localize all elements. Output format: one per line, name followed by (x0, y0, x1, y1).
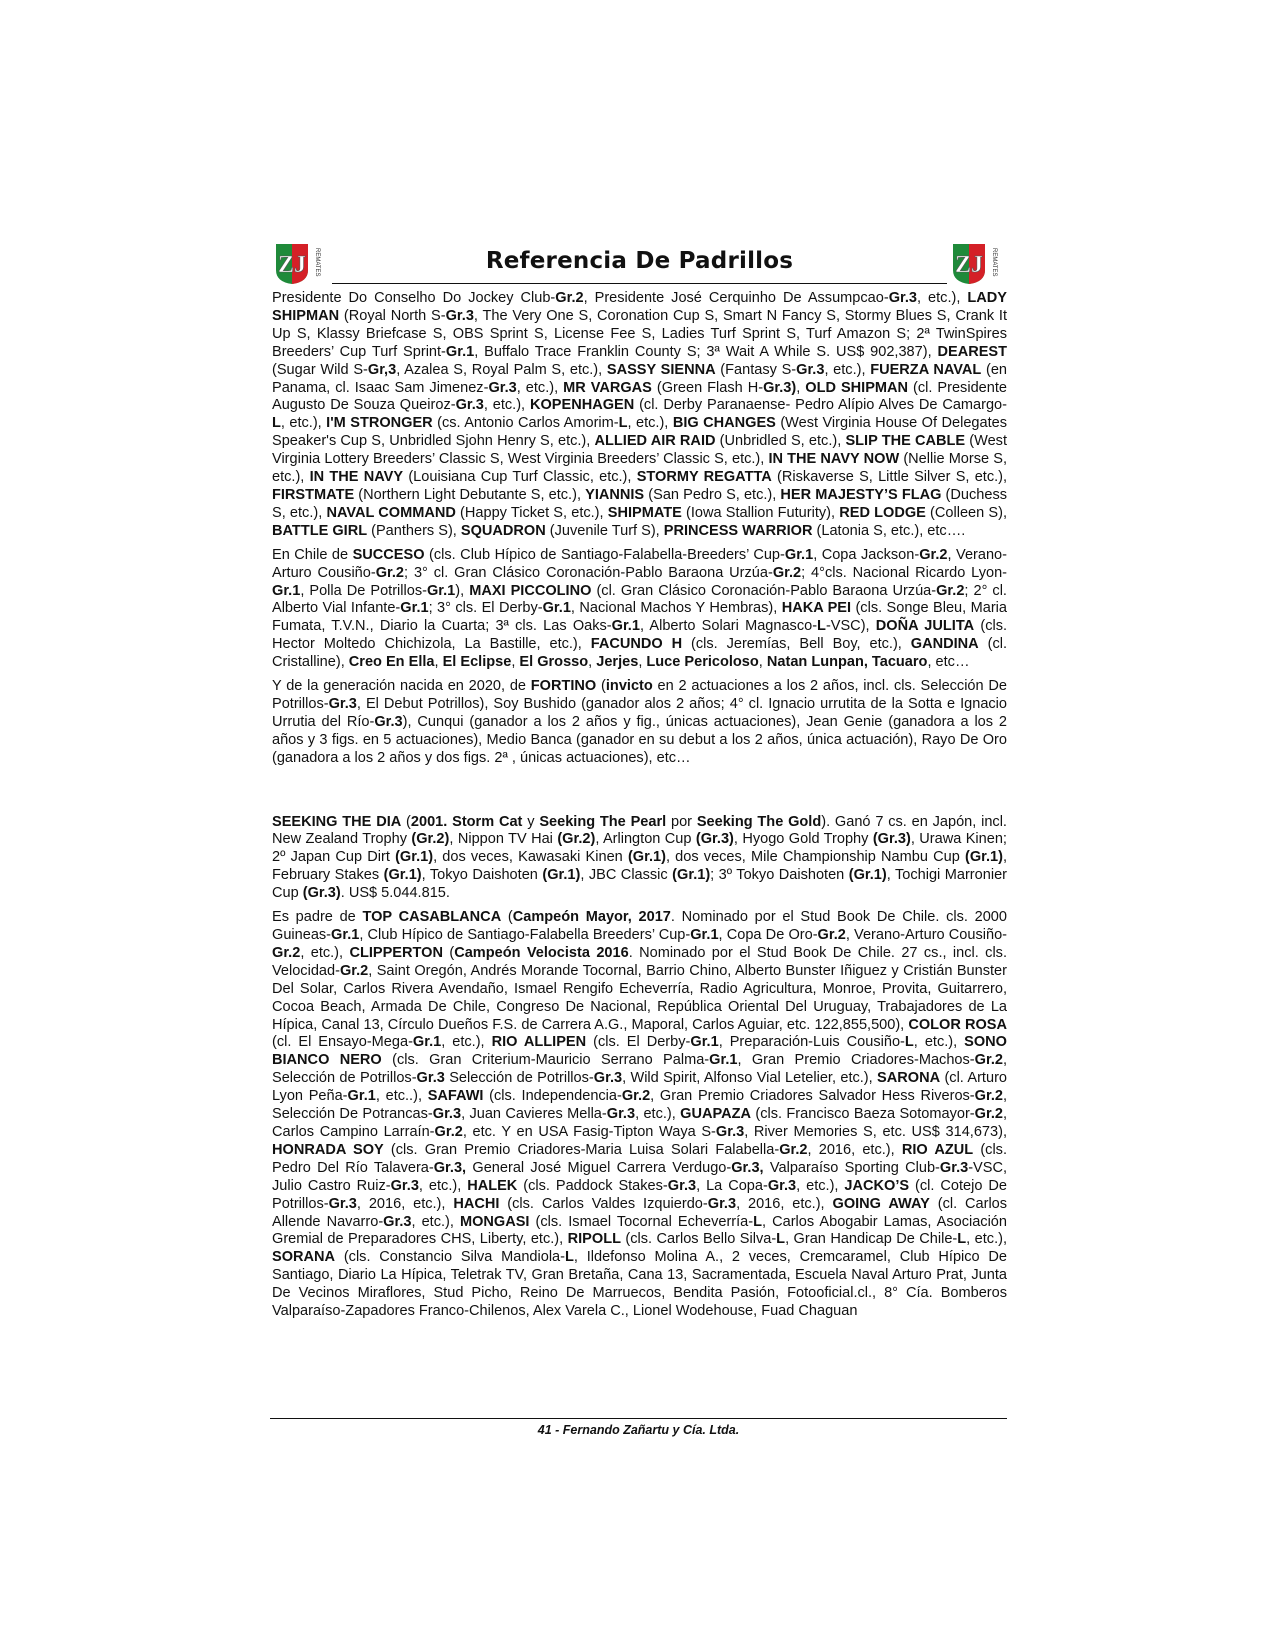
text-run: , Hyogo Gold Trophy (733, 831, 873, 848)
paragraph (272, 547, 1007, 672)
title-underline (332, 283, 947, 284)
text-run: (Duchess S, etc.), (272, 486, 1007, 521)
text-run: , etc.), (441, 1034, 492, 1051)
text-run: , Juan Cavieres Mella- (461, 1106, 607, 1123)
bold-run: Gr.2 (375, 564, 405, 581)
text-run: . Nominado por el Stud Book De Chile. cls. 2000 Guineas- (272, 909, 1007, 943)
text-run: , Alberto Solari Magnasco- (639, 618, 818, 635)
bold-run: SASSY SIENNA (606, 361, 716, 378)
text-run: , etc. Y en USA Fasig-Tipton Waya S- (462, 1123, 716, 1140)
text-run: En Chile de (272, 546, 353, 563)
bold-run: PRINCESS WARRIOR (663, 522, 813, 539)
bold-run: IN THE NAVY (309, 469, 404, 486)
bold-run: FUERZA NAVAL (870, 361, 982, 378)
bold-run: FACUNDO H (590, 636, 683, 653)
text-run: ; 3º Tokyo Daishoten (710, 867, 849, 884)
text-run: Valparaíso Sporting Club- (763, 1159, 940, 1176)
bold-run: ALLIED AIR RAID (594, 433, 716, 450)
bold-run: (Gr.1) (383, 867, 422, 884)
bold-run: (Gr.1) (964, 849, 1003, 866)
text-run: (cls. Francisco Baeza Sotomayor- (751, 1106, 975, 1123)
bold-run: Gr.1 (412, 1034, 442, 1051)
bold-run: Gr.2 (974, 1088, 1003, 1105)
text-run: , Preparación-Luis Cousiño- (718, 1034, 905, 1051)
text-run: , Tokyo Daishoten (421, 867, 543, 884)
bold-run: Gr.3 (374, 713, 403, 730)
bold-run: Gr.3 (416, 1070, 445, 1087)
text-run: , Selección De Potrancas- (272, 1088, 1008, 1123)
text-run: , El Debut Potrillos), Soy Bushido (ganador alos 2 años; 4° cl. Ignacio urrutita de la Sotta e Ignacio Urrutia del Río- (272, 695, 1007, 730)
bold-run: Gr.1 (542, 600, 571, 617)
page-title: Referencia De Padrillos (485, 248, 794, 274)
text-run: , Gran Premio Criadores-Machos- (737, 1052, 975, 1069)
text-run: , Urawa Kinen; 2º Japan Cup Dirt (272, 831, 1007, 866)
text-run: , etc.), (913, 1034, 965, 1051)
document-page (272, 240, 1007, 1327)
text-run: (Juvenile Turf S), (545, 522, 664, 539)
text-run: ; 3° cls. El Derby- (428, 600, 543, 617)
bold-run: COLOR ROSA (908, 1016, 1007, 1033)
text-run: , JBC Classic (580, 867, 673, 884)
bold-run: YIANNIS (585, 486, 645, 503)
bold-run: TOP CASABLANCA (362, 909, 502, 926)
bold-run: (Gr.3) (302, 885, 341, 902)
text-run: (West Virginia House Of Delegates Speaker's Cup S, Unbridled Sjohn Henry S, etc.), (272, 415, 1007, 450)
bold-run: Gr.3 (606, 1106, 636, 1123)
bold-run: IN THE NAVY NOW (768, 451, 900, 468)
text-run: , Azalea S, Royal Palm S, etc.), (396, 361, 607, 378)
bold-run: L (272, 415, 281, 432)
bold-run: HONRADA SOY (272, 1141, 384, 1158)
bold-run: L (776, 1231, 786, 1248)
bold-run: KOPENHAGEN (529, 397, 635, 414)
text-run: , The Very One S, Coronation Cup S, Smart N Fancy S, Stormy Blues S, Crank It Up S, Klassy Briefcase S, OBS Sprint S, License Fee S, Ladies Turf Sprint S, Turf Amazon S; 2ª TwinSpires Breeders’ Cup Turf Sprint- (272, 307, 1008, 360)
bold-run: SONO BIANCO NERO (272, 1034, 1007, 1069)
text-run: , February Stakes (272, 849, 1008, 884)
text-run: , Nippon TV Hai (449, 831, 558, 848)
text-run: (Unbridled S, etc.), (715, 433, 846, 450)
text-run: , etc.), (418, 1177, 468, 1194)
bold-run: SLIP THE CABLE (845, 433, 966, 450)
bold-run: NAVAL COMMAND (326, 504, 456, 521)
text-run: , Verano-Arturo Cousiño- (845, 927, 1007, 943)
text-run: , Gran Premio Criadores Salvador Hess Riveros- (650, 1088, 975, 1105)
bold-run: 2001. Storm Cat (410, 813, 523, 830)
bold-run: Gr.3 (888, 290, 917, 306)
text-run: -VSC), (825, 618, 876, 635)
bold-run: Gr.2 (339, 962, 369, 979)
logo-letters: ZJ (954, 252, 984, 278)
text-run: ( (596, 678, 606, 695)
text-run: (cs. Antonio Carlos Amorim- (432, 415, 619, 432)
bold-run: MAXI PICCOLINO (469, 582, 592, 599)
text-run: (cls. Club Hípico de Santiago-Falabella-Breeders’ Cup- (424, 546, 785, 563)
text-run: por (666, 813, 697, 830)
paragraph (272, 290, 1007, 541)
text-run: , Carlos Campino Larraín- (272, 1106, 1007, 1140)
bold-run: Gr.3 (328, 1195, 357, 1212)
bold-run: L (904, 1034, 914, 1051)
text-run: , 2016, etc.), (807, 1141, 902, 1158)
bold-run: Gr.3, (433, 1159, 467, 1176)
bold-run: GANDINA (910, 636, 979, 653)
bold-run: Gr.1 (426, 582, 456, 599)
bold-run: Gr.3 (796, 361, 825, 378)
text-run: , Selección de Potrillos- (272, 1052, 1007, 1087)
bold-run: I'M STRONGER (326, 415, 433, 432)
text-run: ; 3° cl. Gran Clásico Coronación-Pablo Baraona Urzúa- (404, 564, 773, 581)
text-run: (cl. Arturo Lyon Peña- (272, 1070, 1007, 1105)
bold-run: Gr.3 (707, 1195, 737, 1212)
bold-run: SUCCESO (352, 546, 425, 563)
bold-run: OLD SHIPMAN (805, 379, 909, 396)
text-run: (Royal North S- (339, 307, 446, 324)
bold-run: Gr.1 (272, 582, 301, 599)
bold-run: Gr.3 (488, 379, 517, 396)
text-run: (cls. Jeremías, Bell Boy, etc.), (682, 636, 911, 653)
text-run: , etc.), (483, 397, 530, 414)
text-run: ( (401, 813, 411, 830)
bold-run: RIPOLL (567, 1231, 621, 1248)
bold-run: Gr.2 (974, 1052, 1003, 1069)
text-run: (Green Flash H- (651, 379, 764, 396)
bold-run: BATTLE GIRL (272, 522, 368, 539)
text-run: (Colleen S), (925, 504, 1007, 521)
text-run: , etc.), (516, 379, 564, 396)
bold-run: FORTINO (530, 678, 597, 695)
bold-run: El Grosso (519, 654, 589, 671)
bold-run: SAFAWI (427, 1088, 484, 1105)
bold-run: L (957, 1231, 967, 1248)
bold-run: Gr.3 (328, 695, 357, 712)
bold-run: Gr.2 (919, 546, 948, 563)
page-content (272, 290, 1007, 1321)
bold-run: El Eclipse (442, 654, 512, 671)
bold-run: Creo En Ella (348, 654, 435, 671)
page-footer: 41 - Fernando Zañartu y Cía. Ltda. (537, 1423, 740, 1437)
text-run: (cl. Derby Paranaense- Pedro Alípio Alves De Camargo- (634, 397, 1007, 414)
bold-run: Campeón Velocista 2016 (454, 944, 629, 961)
text-run: (Latonia S, etc.), etc…. (812, 522, 966, 539)
paragraph (272, 909, 1007, 1321)
text-run: -VSC, Julio Castro Ruiz- (272, 1159, 1007, 1194)
bold-run: (Gr.3) (695, 831, 734, 848)
text-run: (cls. Songe Bleu, Maria Fumata, T.V.N., Diario la Cuarta; 3ª cls. Las Oaks- (272, 600, 1007, 635)
text-run: Selección de Potrillos- (444, 1070, 594, 1087)
bold-run: (Gr.1) (672, 867, 711, 884)
bold-run: Gr.2 (817, 927, 846, 943)
text-run: , etc.), (966, 1231, 1007, 1248)
text-run: Es padre de (272, 909, 363, 926)
text-run: (cls. Carlos Bello Silva- (620, 1231, 777, 1248)
text-run: (cls. El Derby- (586, 1034, 691, 1051)
bold-run: SQUADRON (460, 522, 546, 539)
text-run: (Iowa Stallion Futurity), (681, 504, 840, 521)
text-run: (cls. Hector Moltedo Chichizola, La Bastille, etc.), (272, 618, 1008, 653)
text-run: (cls. Constancio Silva Mandiola- (335, 1249, 565, 1266)
text-run: . Nominado por el Stud Book De Chile. 27 cs., incl. cls. Velocidad- (272, 944, 1007, 979)
text-run: (cl. Gran Clásico Coronación-Pablo Baraona Urzúa- (591, 582, 937, 599)
bold-run: L (565, 1249, 574, 1266)
text-run: , Carlos Abogabir Lamas, Asociación Gremial de Preparadores CHS, Liberty, etc.), (272, 1213, 1007, 1248)
bold-run: L (753, 1213, 763, 1230)
bold-run: RIO ALLIPEN (491, 1034, 587, 1051)
text-run: , Saint Oregón, Andrés Morande Tocornal, Barrio Chino, Alberto Bunster Iñiguez y Cristián Bunster Del Solar, Carlos Rivera Avendaño, Ismael Rengifo Echeverría, Radio Agricultura, Monroe, Provita, Guitarrero, Cocoa Beach, Armada De Chile, Congreso De Nacional, República Oriental Del Uruguay, Trabajadores de La Hípica, Canal 13, Círculo Dueños F.S. de Carrera A.G., Maporal, Carlos Aguiar, etc. 122,855,500), (272, 962, 1007, 1033)
footer-rule (270, 1418, 1007, 1419)
text-run: , Copa Jackson- (813, 546, 920, 563)
bold-run: HACHI (453, 1195, 500, 1212)
bold-run: Gr.2 (434, 1123, 463, 1140)
text-run: ), (455, 582, 470, 599)
bold-run: (Gr.1) (542, 867, 581, 884)
bold-run: SHIPMATE (607, 504, 682, 521)
text-run: , (638, 654, 647, 671)
text-run: , etc.), (411, 1213, 460, 1230)
text-run: , etc.), (635, 1106, 681, 1123)
text-run: (Northern Light Debutante S, etc.), (354, 486, 586, 503)
bold-run: Gr.3 (383, 1213, 412, 1230)
bold-run: JACKO’S (844, 1177, 910, 1194)
text-run: . US$ 5.044.815. (340, 885, 450, 902)
text-run: , Presidente José Cerquinho De Assumpcao- (583, 290, 889, 306)
bold-run: STORMY REGATTA (636, 469, 772, 486)
text-run: , Wild Spirit, Alfonso Vial Letelier, etc.), (622, 1070, 878, 1087)
text-run: (Sugar Wild S- (272, 361, 368, 378)
text-run: (cls. Pedro Del Río Talavera- (272, 1141, 1007, 1176)
paragraph (272, 814, 1007, 904)
text-run: (cls. Ismael Tocornal Echeverría- (529, 1213, 754, 1230)
bold-run: HER MAJESTY’S FLAG (780, 486, 942, 503)
text-run: (Happy Ticket S, etc.), (455, 504, 608, 521)
text-run: (Nellie Morse S, etc.), (272, 451, 1007, 486)
bold-run: RIO AZUL (901, 1141, 974, 1158)
bold-run: Gr.2 (621, 1088, 651, 1105)
text-run: , Buffalo Trace Franklin County S; 3ª Wait A While S. US$ 902,387), (474, 343, 938, 360)
text-run: (cl. Presidente Augusto De Souza Queiroz- (272, 379, 1007, 414)
bold-run: RED LODGE (839, 504, 926, 521)
logo-vertical-text: REMATES (314, 248, 320, 277)
text-run: , (758, 654, 767, 671)
text-run: ; 4°cls. Nacional Ricardo Lyon- (801, 564, 1008, 581)
text-run: Y de la generación nacida en 2020, de (272, 678, 531, 695)
bold-run: SORANA (272, 1249, 336, 1266)
bold-run: HALEK (467, 1177, 518, 1194)
text-run: (cl. Cristalline), (272, 636, 1007, 671)
text-run: (en Panama, cl. Isaac Sam Jimenez- (272, 361, 1008, 396)
text-run: , Ildefonso Molina A., 2 veces, Cremcaramel, Club Hípico De Santiago, Diario La Hípica, Teletrak TV, Gran Bretaña, Cana 13, Sacramentada, Escuela Naval Arturo Prat, Junta De Vecinos Miraflores, Stud Picho, Reino De Marruecos, Bendita Pasión, Fotooficial.cl., 8° Cía. Bomberos Valparaíso-Zapadores Franco-Chilenos, Alex Varela C., Lionel Wodehouse, Fuad Chaguan (272, 1249, 1007, 1320)
bold-run: (Gr.1) (395, 849, 434, 866)
text-run: , (796, 379, 806, 396)
text-run: , etc.), (824, 361, 871, 378)
text-run: , (511, 654, 520, 671)
text-run: , Club Hípico de Santiago-Falabella Breeders’ Cup- (359, 927, 691, 943)
text-run: (cls. Independencia- (483, 1088, 622, 1105)
text-run: (Riskaverse S, Little Silver S, etc.), (771, 469, 1008, 486)
logo-vertical-text: REMATES (991, 248, 997, 277)
text-run: (Panthers S), (367, 522, 461, 539)
bold-run: Gr.3) (763, 379, 797, 396)
text-run: y (522, 813, 540, 830)
bold-run: LADY SHIPMAN (272, 290, 1007, 324)
text-run: , etc..), (375, 1088, 428, 1105)
text-run: , 2016, etc.), (356, 1195, 454, 1212)
bold-run: L (618, 415, 628, 432)
bold-run: Seeking The Pearl (539, 813, 667, 830)
bold-run: Gr.3 (390, 1177, 419, 1194)
bold-run: HAKA PEI (781, 600, 852, 617)
text-run: , etc.), (917, 290, 968, 306)
bold-run: (Gr.2) (411, 831, 450, 848)
bold-run: Gr.3 (667, 1177, 697, 1194)
bold-run: Gr.1 (331, 927, 360, 943)
bold-run: Gr.3, (731, 1159, 764, 1176)
text-run: (cls. Gran Criterium-Mauricio Serrano Palma- (381, 1052, 710, 1069)
bold-run: FIRSTMATE (272, 486, 355, 503)
text-run: (cls. Carlos Valdes Izquierdo- (499, 1195, 708, 1212)
bold-run: Campeón Mayor, 2017 (512, 909, 671, 926)
bold-run: (Gr.2) (557, 831, 596, 848)
text-run: , (588, 654, 597, 671)
text-run: (cls. Gran Premio Criadores-Maria Luisa Solari Falabella- (383, 1141, 780, 1158)
text-run: , Nacional Machos Y Hembras), (570, 600, 782, 617)
bold-run: Gr,3 (367, 361, 397, 378)
paragraph (272, 678, 1007, 768)
bold-run: DOÑA JULITA (875, 618, 975, 635)
text-run: , 2016, etc.), (736, 1195, 833, 1212)
bold-run: Gr.3 (445, 307, 474, 324)
bold-run: Natan Lunpan, Tacuaro (766, 654, 928, 671)
text-run: , Arlington Cup (595, 831, 696, 848)
bold-run: Gr.2 (272, 944, 301, 961)
text-run: (cl. Carlos Allende Navarro- (272, 1195, 1008, 1230)
text-run: (West Virginia Lottery Breeders’ Classic S, West Virginia Breeders’ Classic S, etc.), (272, 433, 1007, 468)
text-run: , etc.), (280, 415, 327, 432)
text-run: General José Miguel Carrera Verdugo- (466, 1159, 732, 1176)
bold-run: L (817, 618, 826, 635)
bold-run: Gr.1 (400, 600, 429, 617)
bold-run: Gr.3 (767, 1177, 797, 1194)
bold-run: Gr.3 (715, 1123, 745, 1140)
bold-run: Gr.3 (593, 1070, 623, 1087)
text-run: , etc… (927, 654, 970, 671)
bold-run: Gr.3 (939, 1159, 969, 1176)
text-run: ). Ganó 7 cs. en Japón, incl. New Zealand Trophy (272, 813, 1007, 848)
text-run: , Gran Handicap De Chile- (785, 1231, 958, 1248)
bold-run: GOING AWAY (832, 1195, 930, 1212)
bold-run: SARONA (877, 1070, 941, 1087)
text-run: , Polla De Potrillos- (300, 582, 427, 599)
text-run: (Louisiana Cup Turf Classic, etc.), (403, 469, 637, 486)
text-run: (cl. El Ensayo-Mega- (272, 1034, 413, 1051)
bold-run: Gr.2 (779, 1141, 808, 1158)
bold-run: Gr.1 (690, 1034, 719, 1051)
bold-run: Gr.3 (455, 397, 484, 414)
text-run: (cls. Paddock Stakes- (517, 1177, 668, 1194)
text-run: , River Memories S, etc. US$ 314,673), (744, 1123, 1007, 1140)
bold-run: (Gr.3) (872, 831, 911, 848)
bold-run: Gr.2 (555, 290, 584, 306)
logo-letters: ZJ (277, 252, 307, 278)
text-run: , Copa De Oro- (718, 927, 818, 943)
text-run: , etc.), (627, 415, 673, 432)
bold-run: Gr.3 (432, 1106, 462, 1123)
bold-run: DEAREST (937, 343, 1007, 360)
bold-run: Gr.1 (690, 927, 719, 943)
bold-run: Gr.1 (709, 1052, 738, 1069)
text-run: (cl. Cotejo De Potrillos- (272, 1177, 1007, 1212)
text-run: en 2 actuaciones a los 2 años, incl. cls. Selección De Potrillos- (272, 678, 1007, 712)
text-run: , dos veces, Kawasaki Kinen (433, 849, 628, 866)
text-run: , Tochigi Marronier Cup (272, 867, 1007, 902)
text-run: ), Cunqui (ganador a los 2 años y fig., únicas actuaciones), Jean Genie (ganadora a los 2 años y 3 figs. en 5 actuaciones), Medio Banca (ganador en su debut a los 2 años, única actuación), Rayo De Oro (ganadora a los 2 años y dos figs. 2ª , únicas actuaciones), etc… (272, 713, 1008, 766)
bold-run: invicto (605, 678, 653, 695)
bold-run: Gr.2 (974, 1106, 1003, 1123)
bold-run: BIG CHANGES (672, 415, 776, 432)
text-run: ; 2° cl. Alberto Vial Infante- (272, 582, 1007, 617)
page-header (272, 240, 1007, 288)
bold-run: Jerjes (596, 654, 639, 671)
text-run: , etc.), (300, 944, 350, 961)
text-run: Presidente Do Conselho Do Jockey Club- (272, 290, 556, 306)
text-run: ( (501, 909, 513, 926)
bold-run: Gr.1 (784, 546, 814, 563)
bold-run: (Gr.1) (627, 849, 666, 866)
bold-run: Seeking The Gold (696, 813, 822, 830)
bold-run: Gr.1 (611, 618, 640, 635)
bold-run: (Gr.1) (848, 867, 887, 884)
bold-run: MR VARGAS (563, 379, 652, 396)
text-run: , etc.), (796, 1177, 845, 1194)
text-run: (San Pedro S, etc.), (644, 486, 781, 503)
bold-run: Gr.2 (936, 582, 965, 599)
section-gap (272, 774, 1007, 814)
text-run: ( (442, 944, 455, 961)
text-run: , dos veces, Mile Championship Nambu Cup (665, 849, 965, 866)
bold-run: GUAPAZA (680, 1106, 752, 1123)
zj-remates-logo (949, 240, 1007, 286)
bold-run: Luce Pericoloso (646, 654, 759, 671)
text-run: , Verano-Arturo Cousiño- (272, 546, 1007, 581)
bold-run: Gr.1 (445, 343, 475, 360)
bold-run: CLIPPERTON (349, 944, 443, 961)
bold-run: Gr.2 (772, 564, 802, 581)
bold-run: SEEKING THE DIA (272, 813, 402, 830)
bold-run: Gr.1 (347, 1088, 376, 1105)
text-run: , La Copa- (696, 1177, 768, 1194)
text-run: , (434, 654, 443, 671)
text-run: (Fantasy S- (715, 361, 797, 378)
bold-run: MONGASI (459, 1213, 530, 1230)
